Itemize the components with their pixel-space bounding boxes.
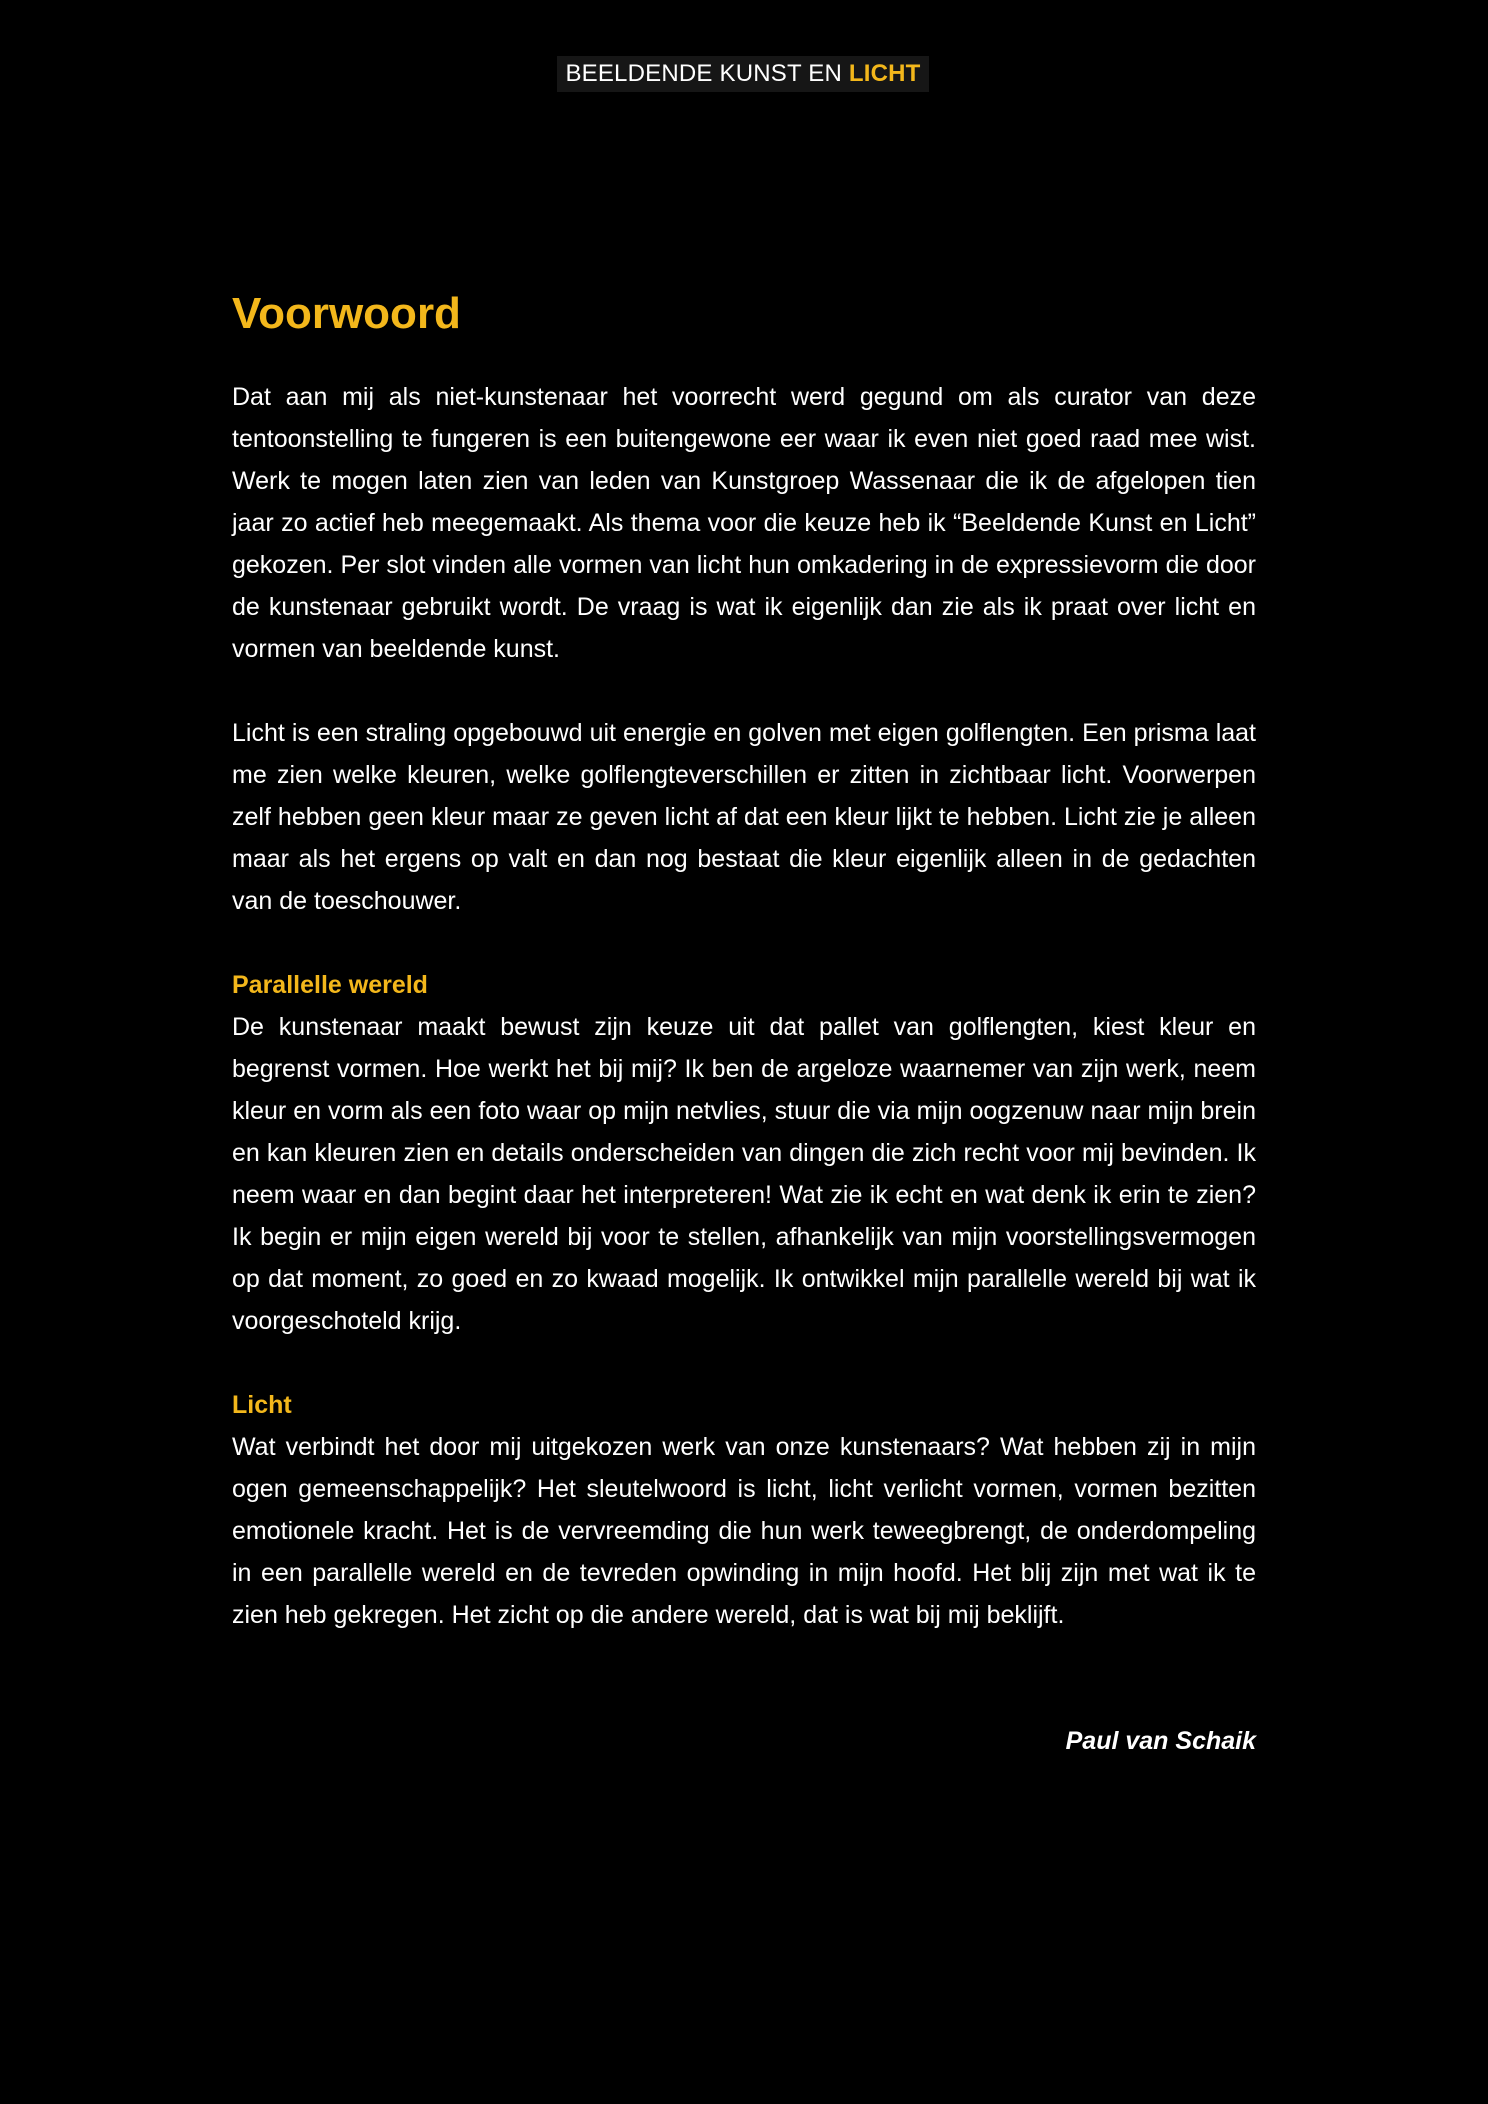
paragraph-spacer (232, 670, 1256, 712)
header-title-main: BEELDENDE KUNST EN (565, 60, 843, 87)
paragraph-light-physics: Licht is een straling opgebouwd uit energie en golven met eigen golflengten. Een prisma laat me zien welke kleuren, welke golflengteverschillen er zitten in zichtbaar licht. Voorwerpen zelf hebben geen kleur maar ze geven licht af dat een kleur lijkt te hebben. Licht zie je alleen maar als het ergens op valt en dan nog bestaat die kleur eigenlijk alleen in de gedachten van de toeschouwer. (232, 719, 1256, 915)
paragraph-intro: Dat aan mij als niet-kunstenaar het voorrecht werd gegund om als curator van deze tentoonstelling te fungeren is een buitengewone eer waar ik even niet goed raad mee wist. Werk te mogen laten zien van leden van Kunstgroep Wassenaar die ik de afgelopen tien jaar zo actief heb meegemaakt. Als thema voor die keuze heb ik “Beeldende Kunst en Licht” gekozen. Per slot vinden alle vormen van licht hun omkadering in de expressievorm die door de kunstenaar gebruikt wordt. De vraag is wat ik eigenlijk dan zie als ik praat over licht en vormen van beeldende kunst. (232, 383, 1256, 663)
section-text-licht: Wat verbindt het door mij uitgekozen werk van onze kunstenaars? Wat hebben zij in mijn ogen gemeenschappelijk? Het sleutelwoord is licht, licht verlicht vormen, vormen bezitten emotionele kracht. Het is de vervreemding die hun werk teweegbrengt, de onderdompeling in een parallelle wereld en de tevreden opwinding in mijn hoofd. Het blij zijn met wat ik te zien heb gekregen. Het zicht op die andere wereld, dat is wat bij mij beklijft. (232, 1433, 1256, 1629)
section-heading-licht: Licht (232, 1391, 292, 1419)
page-title: Voorwoord (232, 289, 461, 338)
author-signature: Paul van Schaik (1065, 1727, 1256, 1755)
section-heading-parallelle-wereld: Parallelle wereld (232, 971, 428, 999)
header-title-accent: LICHT (848, 60, 921, 87)
document-body (232, 284, 1256, 1762)
paragraph-spacer (232, 1342, 1256, 1384)
paragraph-spacer (232, 922, 1256, 964)
section-text-parallelle-wereld: De kunstenaar maakt bewust zijn keuze uit dat pallet van golflengten, kiest kleur en begrenst vormen. Hoe werkt het bij mij? Ik ben de argeloze waarnemer van zijn werk, neem kleur en vorm als een foto waar op mijn netvlies, stuur die via mijn oogzenuw naar mijn brein en kan kleuren zien en details onderscheiden van dingen die zich recht voor mij bevinden. Ik neem waar en dan begint daar het interpreteren! Wat zie ik echt en wat denk ik erin te zien? Ik begin er mijn eigen wereld bij voor te stellen, afhankelijk van mijn voorstellingsvermogen op dat moment, zo goed en zo kwaad mogelijk. Ik ontwikkel mijn parallelle wereld bij wat ik voorgeschoteld krijg. (232, 1013, 1256, 1335)
running-header (557, 56, 929, 92)
